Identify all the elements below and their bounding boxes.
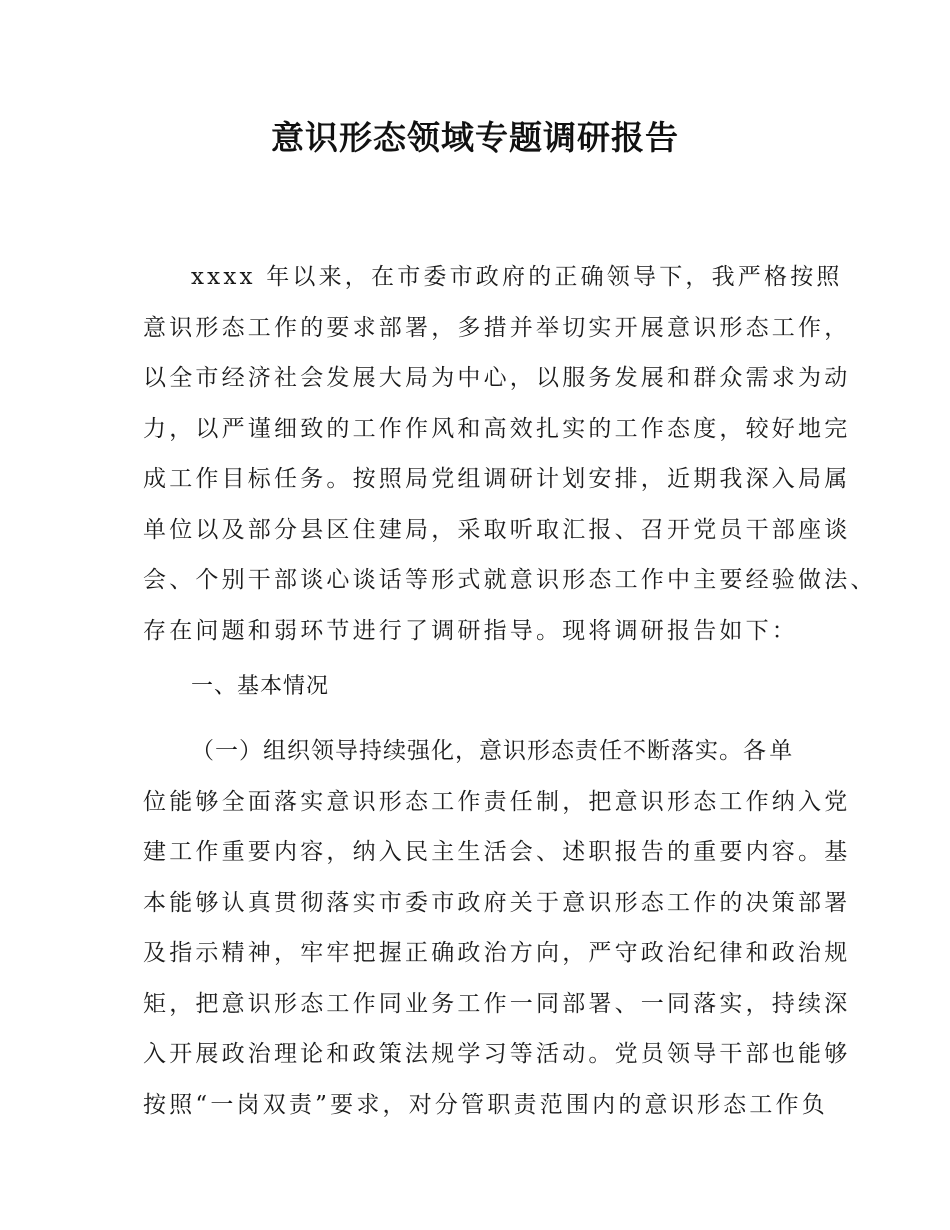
- paragraph-line: xxxx 年以来，在市委市政府的正确领导下，我严格按照: [191, 264, 843, 290]
- paragraph-line: 本能够认真贯彻落实市委市政府关于意识形态工作的决策部署: [143, 889, 851, 916]
- paragraph-line: 存在问题和弱环节进行了调研指导。现将调研报告如下：: [143, 617, 798, 644]
- paragraph-line: 以全市经济社会发展大局为中心，以服务发展和群众需求为动: [143, 365, 851, 391]
- paragraph-line: [143, 726, 823, 777]
- section-paragraph: [143, 726, 851, 1130]
- paragraph-line: 建工作重要内容，纳入民主生活会、述职报告的重要内容。基: [143, 839, 851, 865]
- paragraph-line: 会、个别干部谈心谈话等形式就意识形态工作中主要经验做法、: [143, 567, 877, 593]
- paragraph-line: 及指示精神，牢牢把握正确政治方向，严守政治纪律和政治规: [143, 940, 851, 966]
- section-heading: 一、基本情况: [191, 674, 330, 699]
- subsection-heading: （一）组织领导持续强化，意识形态责任不断落实。: [191, 738, 743, 764]
- intro-paragraph: [143, 252, 877, 656]
- document-title: 意识形态领域专题调研报告: [271, 118, 679, 157]
- paragraph-line: 入开展政治理论和政策法规学习等活动。党员领导干部也能够: [143, 1041, 851, 1067]
- paragraph-line: 矩，把意识形态工作同业务工作一同部署、一同落实，持续深: [143, 990, 851, 1017]
- paragraph-line: 力，以严谨细致的工作作风和高效扎实的工作态度，较好地完: [143, 415, 851, 442]
- paragraph-line: 按照“一岗双责”要求，对分管职责范围内的意识形态工作负: [143, 1091, 828, 1118]
- paragraph-line: 位能够全面落实意识形态工作责任制，把意识形态工作纳入党: [143, 788, 851, 815]
- paragraph-line: 意识形态工作的要求部署，多措并举切实开展意识形态工作，: [143, 314, 851, 341]
- paragraph-text: 各单: [743, 738, 796, 764]
- paragraph-line: 成工作目标任务。按照局党组调研计划安排，近期我深入局属: [143, 466, 851, 492]
- paragraph-line: 单位以及部分县区住建局，采取听取汇报、召开党员干部座谈: [143, 516, 851, 543]
